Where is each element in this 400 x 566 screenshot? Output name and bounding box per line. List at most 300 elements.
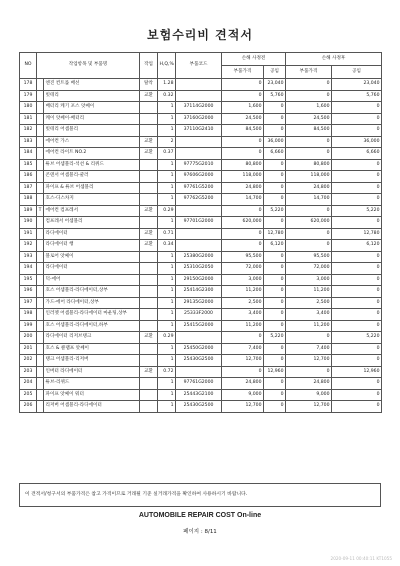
row-before-labor: 0 (264, 102, 286, 114)
row-work (140, 194, 158, 206)
row-flag (37, 102, 44, 114)
header-after-labor: 공임 (332, 66, 382, 79)
header-before-part-price: 부품가격 (222, 66, 264, 79)
row-after-labor: 0 (332, 343, 382, 355)
table-row (20, 366, 382, 378)
row-no: 201 (20, 343, 37, 355)
row-part-code: 37110G2410 (176, 125, 222, 137)
row-hqty: 0.72 (158, 366, 176, 378)
row-no: 193 (20, 251, 37, 263)
row-item-name: 에어컨 컴프레서 (44, 205, 140, 217)
row-after-part-price: 24,800 (286, 378, 332, 390)
row-work: 교환 (140, 240, 158, 252)
row-no: 195 (20, 274, 37, 286)
row-before-labor: 6,120 (264, 240, 286, 252)
row-hqty: 1 (158, 343, 176, 355)
row-before-labor: 0 (264, 194, 286, 206)
row-hqty: 1 (158, 389, 176, 401)
row-after-part-price: 12,700 (286, 355, 332, 367)
row-after-labor: 0 (332, 355, 382, 367)
row-item-name: 에어컨 라이트 NO.2 (44, 148, 140, 160)
row-flag (37, 171, 44, 183)
estimate-table (19, 52, 382, 413)
row-no: 199 (20, 320, 37, 332)
row-no: 197 (20, 297, 37, 309)
row-item-name: 호스 어셈블리-라디에이터,하부 (44, 320, 140, 332)
row-item-name: 인버터 라디에이터 (44, 366, 140, 378)
row-before-part-price: 12,700 (222, 355, 264, 367)
row-after-labor: 0 (332, 251, 382, 263)
row-after-labor: 0 (332, 194, 382, 206)
row-after-part-price: 0 (286, 136, 332, 148)
row-before-labor: 0 (264, 355, 286, 367)
row-before-part-price: 0 (222, 136, 264, 148)
row-before-part-price: 80,800 (222, 159, 264, 171)
row-work (140, 297, 158, 309)
row-before-labor: 0 (264, 343, 286, 355)
row-before-part-price: 118,000 (222, 171, 264, 183)
row-item-name: 빗테리 (44, 90, 140, 102)
row-hqty: 1 (158, 182, 176, 194)
row-after-labor: 0 (332, 102, 382, 114)
row-item-name: 에어컨 가스 (44, 136, 140, 148)
row-after-labor: 0 (332, 263, 382, 275)
row-no: 180 (20, 102, 37, 114)
row-before-part-price: 7,400 (222, 343, 264, 355)
row-before-part-price: 9,000 (222, 389, 264, 401)
row-after-part-price: 0 (286, 205, 332, 217)
row-item-name: 라디에이터 (44, 263, 140, 275)
row-hqty: 1 (158, 263, 176, 275)
row-before-part-price: 24,800 (222, 378, 264, 390)
row-before-labor: 6,660 (264, 148, 286, 160)
row-no: 192 (20, 240, 37, 252)
row-flag (37, 389, 44, 401)
row-after-part-price: 1,600 (286, 102, 332, 114)
estimate-rows (20, 79, 382, 413)
row-part-code: 25415G2000 (176, 320, 222, 332)
row-work (140, 113, 158, 125)
row-item-name: 컴프레서 어셈블리 (44, 217, 140, 229)
row-work: 교환 (140, 90, 158, 102)
row-after-part-price: 95,500 (286, 251, 332, 263)
row-hqty: 1 (158, 286, 176, 298)
row-part-code (176, 366, 222, 378)
row-hqty: 1 (158, 378, 176, 390)
row-item-name: 라디에이터 리저브탱크 (44, 332, 140, 344)
row-item-name: 배터리 케기 포스 앗쎄이 (44, 102, 140, 114)
header-hqty: H,Q,% (158, 53, 176, 79)
row-before-part-price: 0 (222, 332, 264, 344)
row-before-labor: 0 (264, 401, 286, 413)
row-hqty: 1 (158, 355, 176, 367)
row-after-labor: 5,760 (332, 90, 382, 102)
page-number: 페이지 : 8/11 (183, 529, 217, 535)
row-flag (37, 320, 44, 332)
row-after-part-price: 0 (286, 148, 332, 160)
row-no: 188 (20, 194, 37, 206)
row-item-name: 가드-에어 라디에이터,상부 (44, 297, 140, 309)
row-after-part-price: 0 (286, 90, 332, 102)
price-notice: 이 견적서/청구서의 부품가격은 참고 가격이므로 거래될 기준 실거래가격을 확인하여 사용하시기 바랍니다. (19, 483, 381, 507)
row-work (140, 355, 158, 367)
row-before-labor: 0 (264, 217, 286, 229)
row-before-labor: 0 (264, 113, 286, 125)
row-before-labor: 5,220 (264, 332, 286, 344)
row-part-code: 29150G2000 (176, 274, 222, 286)
row-after-labor: 0 (332, 389, 382, 401)
row-before-part-price: 0 (222, 228, 264, 240)
row-part-code (176, 136, 222, 148)
row-before-part-price: 24,800 (222, 182, 264, 194)
table-row (20, 286, 382, 298)
row-after-labor: 0 (332, 286, 382, 298)
row-no: 185 (20, 159, 37, 171)
row-part-code (176, 240, 222, 252)
table-row (20, 320, 382, 332)
row-after-labor: 23,040 (332, 79, 382, 91)
row-flag (37, 263, 44, 275)
row-after-part-price: 84,500 (286, 125, 332, 137)
row-no: 184 (20, 148, 37, 160)
row-after-part-price: 72,000 (286, 263, 332, 275)
row-before-part-price: 14,700 (222, 194, 264, 206)
row-part-code: 97775G2010 (176, 159, 222, 171)
header-work: 작업 (140, 53, 158, 79)
row-part-code: 25333F2000 (176, 309, 222, 321)
row-work (140, 343, 158, 355)
row-flag (37, 274, 44, 286)
row-before-labor: 0 (264, 378, 286, 390)
row-after-part-price: 3,400 (286, 309, 332, 321)
table-row (20, 240, 382, 252)
row-no: 194 (20, 263, 37, 275)
table-row (20, 297, 382, 309)
row-before-labor: 36,000 (264, 136, 286, 148)
row-no: 196 (20, 286, 37, 298)
row-flag (37, 240, 44, 252)
row-item-name: 호스-디스차지 (44, 194, 140, 206)
row-flag (37, 79, 44, 91)
table-row (20, 378, 382, 390)
row-part-code: 29135G2000 (176, 297, 222, 309)
row-no: 203 (20, 366, 37, 378)
row-work (140, 309, 158, 321)
row-after-labor: 0 (332, 309, 382, 321)
row-after-part-price: 0 (286, 240, 332, 252)
row-flag (37, 228, 44, 240)
table-row (20, 79, 382, 91)
row-part-code: 25430G2500 (176, 401, 222, 413)
row-before-labor: 0 (264, 263, 286, 275)
row-part-code: 97606G2000 (176, 171, 222, 183)
row-no: 183 (20, 136, 37, 148)
row-before-part-price: 11,200 (222, 286, 264, 298)
row-before-part-price: 24,500 (222, 113, 264, 125)
table-row (20, 332, 382, 344)
row-hqty: 1 (158, 194, 176, 206)
row-flag (37, 401, 44, 413)
row-after-labor: 0 (332, 217, 382, 229)
row-hqty: 1 (158, 102, 176, 114)
row-before-part-price: 0 (222, 90, 264, 102)
row-item-name: 라디에이터 행 (44, 240, 140, 252)
row-no: 179 (20, 90, 37, 102)
row-before-labor: 0 (264, 159, 286, 171)
row-no: 205 (20, 389, 37, 401)
document-title: 보험수리비 견적서 (147, 28, 253, 42)
row-after-labor: 36,000 (332, 136, 382, 148)
row-after-part-price: 7,400 (286, 343, 332, 355)
header-after-part-price: 부품가격 (286, 66, 332, 79)
row-after-part-price: 0 (286, 228, 332, 240)
row-no: 206 (20, 401, 37, 413)
row-part-code: 37160G2000 (176, 113, 222, 125)
table-row (20, 113, 382, 125)
row-before-part-price: 0 (222, 205, 264, 217)
row-work: 교환 (140, 148, 158, 160)
row-before-labor: 12,780 (264, 228, 286, 240)
row-work (140, 378, 158, 390)
row-hqty: 0.34 (158, 240, 176, 252)
row-item-name: 라디에이터 (44, 228, 140, 240)
row-before-labor: 0 (264, 274, 286, 286)
row-item-name: 리저버 어셈블리-라디에이터 (44, 401, 140, 413)
row-flag (37, 366, 44, 378)
header-part-code: 부품코드 (176, 53, 222, 79)
row-flag (37, 113, 44, 125)
row-before-part-price: 0 (222, 240, 264, 252)
row-flag (37, 309, 44, 321)
row-before-part-price: 11,200 (222, 320, 264, 332)
row-flag (37, 378, 44, 390)
row-work (140, 263, 158, 275)
row-before-labor: 23,040 (264, 79, 286, 91)
row-part-code (176, 332, 222, 344)
row-work: 교환 (140, 366, 158, 378)
row-work: 교환 (140, 228, 158, 240)
table-row (20, 251, 382, 263)
row-hqty: 1 (158, 320, 176, 332)
row-after-labor: 0 (332, 125, 382, 137)
row-work (140, 102, 158, 114)
row-work (140, 159, 158, 171)
row-hqty: 0.71 (158, 228, 176, 240)
row-after-part-price: 24,800 (286, 182, 332, 194)
table-row (20, 148, 382, 160)
row-after-part-price: 3,000 (286, 274, 332, 286)
row-item-name: 파이프 & 튜브 어셈블리 (44, 182, 140, 194)
row-flag (37, 355, 44, 367)
row-work (140, 182, 158, 194)
row-before-part-price: 0 (222, 148, 264, 160)
row-work (140, 251, 158, 263)
row-before-labor: 0 (264, 182, 286, 194)
row-work (140, 320, 158, 332)
row-no: 200 (20, 332, 37, 344)
row-after-labor: 0 (332, 320, 382, 332)
row-flag (37, 332, 44, 344)
row-after-labor: 0 (332, 274, 382, 286)
row-no: 186 (20, 171, 37, 183)
row-hqty: 0.37 (158, 148, 176, 160)
row-flag (37, 182, 44, 194)
row-flag (37, 159, 44, 171)
table-row (20, 217, 382, 229)
row-before-part-price: 3,400 (222, 309, 264, 321)
row-after-labor: 6,120 (332, 240, 382, 252)
row-flag (37, 286, 44, 298)
row-before-labor: 0 (264, 309, 286, 321)
row-part-code: 97761G2000 (176, 378, 222, 390)
row-item-name: 호스 어셈블리-라디에이터,상부 (44, 286, 140, 298)
row-work: 탈착 (140, 79, 158, 91)
row-flag (37, 343, 44, 355)
table-row (20, 309, 382, 321)
row-item-name: 호스 & 클램프 앗쎄이 (44, 343, 140, 355)
row-flag (37, 90, 44, 102)
row-item-name: 엔진 컨트롤 배선 (44, 79, 140, 91)
row-item-name: 튜브-리퀴드 (44, 378, 140, 390)
row-hqty: 1 (158, 159, 176, 171)
row-hqty: 0.32 (158, 90, 176, 102)
row-before-part-price: 84,500 (222, 125, 264, 137)
header-after-adjust: 손해 사정후 (286, 53, 382, 66)
row-before-part-price: 2,500 (222, 297, 264, 309)
row-after-part-price: 80,800 (286, 159, 332, 171)
row-work (140, 171, 158, 183)
row-after-labor: 0 (332, 113, 382, 125)
row-hqty: 1 (158, 401, 176, 413)
table-row (20, 389, 382, 401)
row-after-labor: 0 (332, 297, 382, 309)
row-part-code (176, 148, 222, 160)
row-hqty: 2 (158, 136, 176, 148)
row-hqty: 1 (158, 309, 176, 321)
row-after-labor: 0 (332, 182, 382, 194)
table-row (20, 125, 382, 137)
table-row (20, 194, 382, 206)
row-no: 191 (20, 228, 37, 240)
row-part-code: 25310G2050 (176, 263, 222, 275)
row-hqty: 1 (158, 297, 176, 309)
row-part-code: 25450G2000 (176, 343, 222, 355)
row-before-labor: 0 (264, 320, 286, 332)
row-hqty: 1 (158, 274, 176, 286)
row-after-labor: 6,660 (332, 148, 382, 160)
row-flag (37, 125, 44, 137)
row-work: 교환 (140, 205, 158, 217)
table-row (20, 136, 382, 148)
row-part-code (176, 90, 222, 102)
row-after-part-price: 14,700 (286, 194, 332, 206)
row-after-labor: 0 (332, 378, 382, 390)
row-flag (37, 194, 44, 206)
row-before-part-price: 1,600 (222, 102, 264, 114)
row-after-part-price: 9,000 (286, 389, 332, 401)
row-part-code (176, 228, 222, 240)
row-item-name: 콘덴서 어셈블리-쿨러 (44, 171, 140, 183)
row-after-part-price: 12,700 (286, 401, 332, 413)
row-no: 204 (20, 378, 37, 390)
row-work (140, 217, 158, 229)
row-after-part-price: 620,000 (286, 217, 332, 229)
row-before-labor: 0 (264, 251, 286, 263)
row-after-part-price: 118,000 (286, 171, 332, 183)
row-item-name: 파이프 앗쎄이 워터 (44, 389, 140, 401)
row-hqty: 1.28 (158, 79, 176, 91)
row-before-labor: 5,760 (264, 90, 286, 102)
row-no: 178 (20, 79, 37, 91)
row-work (140, 389, 158, 401)
table-row (20, 343, 382, 355)
row-before-part-price: 0 (222, 79, 264, 91)
header-item-name: 작업항목 및 부품명 (37, 53, 140, 79)
table-row (20, 102, 382, 114)
table-row (20, 355, 382, 367)
row-no: 190 (20, 217, 37, 229)
row-part-code (176, 205, 222, 217)
row-part-code: 25414G2300 (176, 286, 222, 298)
row-after-labor: 0 (332, 159, 382, 171)
row-work: 교환 (140, 332, 158, 344)
row-item-name: 빗테리 어셈블리 (44, 125, 140, 137)
row-after-part-price: 24,500 (286, 113, 332, 125)
table-row (20, 171, 382, 183)
footer-brand: AUTOMOBILE REPAIR COST On-line (138, 512, 262, 519)
row-after-labor: 5,220 (332, 205, 382, 217)
table-row (20, 228, 382, 240)
row-no: 187 (20, 182, 37, 194)
row-flag (37, 297, 44, 309)
row-part-code: 97762G5200 (176, 194, 222, 206)
print-timestamp: 2020-09-11 00:40:11 KT1055 (330, 556, 392, 561)
row-before-labor: 0 (264, 125, 286, 137)
row-hqty: 0.29 (158, 205, 176, 217)
row-before-part-price: 620,000 (222, 217, 264, 229)
row-after-part-price: 0 (286, 366, 332, 378)
row-before-labor: 0 (264, 389, 286, 401)
row-after-part-price: 2,500 (286, 297, 332, 309)
header-before-adjust: 손해 사정전 (222, 53, 286, 66)
row-work (140, 401, 158, 413)
row-after-part-price: 11,200 (286, 320, 332, 332)
row-part-code (176, 79, 222, 91)
table-row (20, 205, 382, 217)
row-after-labor: 12,780 (332, 228, 382, 240)
row-item-name: 블로어 앗쎄이 (44, 251, 140, 263)
row-after-labor: 0 (332, 401, 382, 413)
row-part-code: 25443G2100 (176, 389, 222, 401)
row-hqty: 1 (158, 113, 176, 125)
row-item-name: 덕-에어 (44, 274, 140, 286)
table-row (20, 263, 382, 275)
row-item-name: 튜브 어셈블리-석션 & 리퀴드 (44, 159, 140, 171)
row-item-name: 케이 앗쎄이-배터리 (44, 113, 140, 125)
row-after-part-price: 11,200 (286, 286, 332, 298)
table-row (20, 401, 382, 413)
row-hqty: 1 (158, 251, 176, 263)
row-before-labor: 5,220 (264, 205, 286, 217)
row-part-code: 25430G2500 (176, 355, 222, 367)
row-no: 182 (20, 125, 37, 137)
table-row (20, 274, 382, 286)
row-after-labor: 12,960 (332, 366, 382, 378)
row-flag (37, 136, 44, 148)
row-after-part-price: 0 (286, 332, 332, 344)
row-work: 교환 (140, 136, 158, 148)
table-row (20, 182, 382, 194)
